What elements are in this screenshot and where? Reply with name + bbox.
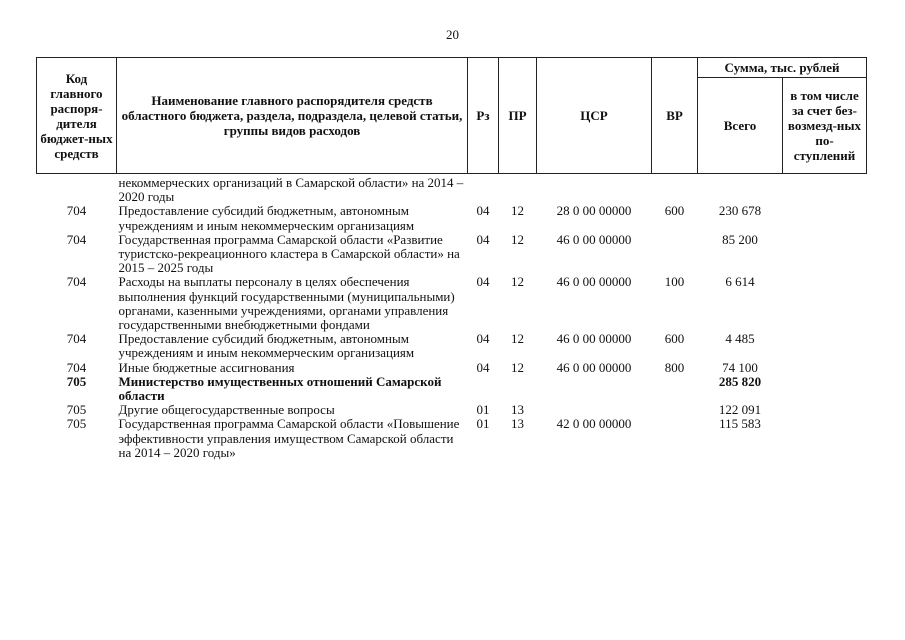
cell-rz: 04 (476, 359, 490, 375)
cell-code: 705 (66, 373, 87, 389)
cell-total: 115 583 (719, 416, 761, 432)
cell-rz (468, 375, 499, 403)
page-number: 20 (446, 27, 459, 42)
table-row (37, 375, 867, 403)
cell-pr: 12 (511, 359, 524, 375)
header-incl: в том числе за счет без-возмезд-ных по-ступлений (783, 78, 867, 174)
cell-code: 705 (66, 402, 87, 418)
cell-incl (783, 332, 867, 360)
cell-total: 285 820 (718, 373, 762, 389)
cell-code: 704 (66, 231, 87, 247)
cell-code: 704 (66, 274, 87, 290)
cell-name: Другие общегосударственные вопросы (118, 402, 335, 418)
header-total: Всего (698, 78, 783, 174)
cell-csr (537, 375, 652, 403)
table-row (37, 332, 867, 360)
cell-incl (783, 275, 867, 332)
cell-vr (652, 417, 698, 460)
table-row (37, 204, 867, 232)
cell-csr: 42 0 00 00000 (556, 416, 632, 432)
cell-csr: 46 0 00 00000 (556, 274, 632, 290)
cell-name: Государственная программа Самарской области «Развитие туристско-рекреационного кластера в Самарской области» на 2015 – 2025 годы (118, 231, 460, 276)
cell-pr: 12 (511, 331, 524, 347)
cell-name: Предоставление субсидий бюджетным, автономным учреждениям и иным некоммерческим организациям (118, 203, 415, 233)
cell-total: 4 485 (725, 331, 755, 347)
cell-rz: 04 (476, 231, 490, 247)
cell-vr (652, 375, 698, 403)
cell-pr: 13 (511, 402, 524, 418)
cell-rz: 04 (476, 331, 490, 347)
cell-pr: 13 (511, 416, 524, 432)
cell-pr: 12 (511, 274, 524, 290)
cell-code: 704 (66, 331, 87, 347)
cell-incl (783, 204, 867, 232)
header-code: Код главного распоря-дителя бюджет-ных средств (37, 58, 117, 174)
cell-total: 6 614 (725, 274, 755, 290)
cell-total (698, 174, 783, 205)
cell-vr (652, 403, 698, 417)
cell-pr (499, 375, 537, 403)
table-row (37, 403, 867, 417)
cell-rz (468, 174, 499, 205)
cell-code: 705 (66, 416, 87, 432)
header-name: Наименование главного распорядителя средств областного бюджета, раздела, подраздела, целевой статьи, группы видов расходов (117, 58, 468, 174)
cell-code (37, 174, 117, 205)
budget-table (36, 57, 867, 460)
cell-name: Расходы на выплаты персоналу в целях обеспечения выполнения функций государственными (муниципальными) органами, казенными учреждениями, органами управления государственными внебюджетными фондами (118, 274, 455, 333)
cell-csr (537, 403, 652, 417)
cell-vr: 600 (664, 203, 685, 219)
cell-rz: 01 (476, 402, 490, 418)
header-sum-group: Сумма, тыс. рублей (698, 58, 867, 78)
cell-csr (537, 174, 652, 205)
cell-name: Государственная программа Самарской области «Повышение эффективности управления имуществом Самарской области на 2014 – 2020 годы» (118, 416, 460, 460)
cell-pr: 12 (511, 203, 524, 219)
cell-code: 704 (66, 203, 87, 219)
cell-rz: 04 (476, 203, 490, 219)
cell-incl (783, 361, 867, 375)
header-pr: ПР (499, 58, 537, 174)
cell-incl (783, 417, 867, 460)
cell-csr: 46 0 00 00000 (556, 331, 632, 347)
cell-total: 74 100 (722, 359, 758, 375)
cell-incl (783, 375, 867, 403)
cell-name: Предоставление субсидий бюджетным, автономным учреждениям и иным некоммерческим организациям (118, 331, 415, 361)
cell-total: 230 678 (718, 203, 762, 219)
cell-pr (499, 174, 537, 205)
cell-incl (783, 233, 867, 276)
table-row (37, 417, 867, 460)
cell-vr (652, 174, 698, 205)
table-row (37, 174, 867, 205)
cell-total: 122 091 (718, 402, 762, 418)
table-body (37, 174, 867, 461)
cell-rz: 04 (476, 274, 490, 290)
cell-vr: 600 (664, 331, 685, 347)
cell-incl (783, 174, 867, 205)
table-row (37, 361, 867, 375)
cell-pr: 12 (511, 231, 524, 247)
header-csr: ЦСР (537, 58, 652, 174)
cell-rz: 01 (476, 416, 490, 432)
cell-csr: 28 0 00 00000 (556, 203, 632, 219)
table-row (37, 275, 867, 332)
cell-incl (783, 403, 867, 417)
cell-csr: 46 0 00 00000 (556, 231, 632, 247)
cell-vr (652, 233, 698, 276)
cell-name: Министерство имущественных отношений Самарской области (118, 373, 442, 404)
header-vr: ВР (652, 58, 698, 174)
cell-name: некоммерческих организаций в Самарской области» на 2014 – 2020 годы (118, 175, 464, 205)
table-header (37, 58, 867, 174)
cell-name: Иные бюджетные ассигнования (118, 359, 295, 375)
cell-vr: 100 (664, 274, 685, 290)
table-row (37, 233, 867, 276)
cell-code: 704 (66, 359, 87, 375)
cell-vr: 800 (664, 359, 685, 375)
header-rz: Рз (468, 58, 499, 174)
cell-total: 85 200 (722, 231, 758, 247)
cell-csr: 46 0 00 00000 (556, 359, 632, 375)
